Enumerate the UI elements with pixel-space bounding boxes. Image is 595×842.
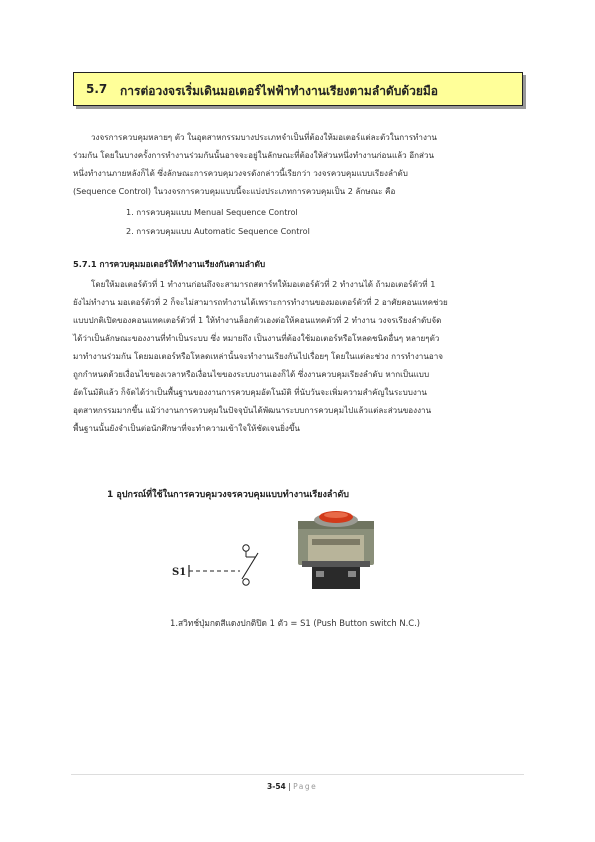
list-item: 1. การควบคุมแบบ Menual Sequence Control [126,207,298,217]
intro-line: (Sequence Control) ในวงจรการควบคุมแบบนี้จะแบ่งประเภทการควบคุมเป็น 2 ลักษณะ คือ [73,186,396,196]
push-button-photo [292,505,382,593]
body-line: ถูกกำหนดด้วยเงื่อนไขของเวลาหรือเงื่อนไขของระบบงานเองก็ได้ ซึ่งงานควบคุมเรียงลำดับ หากเป็นแบบ [73,369,430,379]
intro-line: วงจรการควบคุมหลายๆ ตัว ในอุตสาหกรรมบางประเภทจำเป็นที่ต้องให้มอเตอร์แต่ละตัวในการทำงาน [91,132,437,142]
body-line: อัตโนมัติแล้ว ก็จัดได้ว่าเป็นพื้นฐานของงานการควบคุมอัตโนมัติ ที่นับวันจะเพิ่มความสำคัญในระบบงาน [73,387,427,397]
page-word: Page [293,782,318,791]
body-line: ได้ว่าเป็นลักษณะของงานที่ทำเป็นระบบ ซึ่ง หมายถึง เป็นงานที่ต้องใช้มอเตอร์หรือโหลดชนิดอื่นๆ หลายๆตัว [73,333,440,343]
footer-separator: | [288,782,291,791]
body-line: อุตสาหกรรมมากขึ้น แม้ว่างานการควบคุมในปัจจุบันได้พัฒนาระบบการควบคุมไปแล้วแต่ละส่วนของงาน [73,405,432,415]
equipment-heading: 1 อุปกรณ์ที่ใช้ในการควบคุมวงจรควบคุมแบบทำงานเรียงลำดับ [107,490,350,500]
symbol-label: S1 [172,567,187,578]
footer-divider [71,774,524,775]
subsection-heading: 5.7.1 การควบคุมมอเตอร์ให้ทำงานเรียงกันตามลำดับ [73,259,266,269]
intro-line: หนึ่งทำงานภายหลังก็ได้ ซึ่งลักษณะการควบคุมวงจรดังกล่าวนี้เรียกว่า วงจรควบคุมแบบเรียงลำดับ [73,168,408,178]
section-title-box [73,72,523,106]
list-item: 2. การควบคุมแบบ Automatic Sequence Control [126,226,310,236]
section-title: การต่อวงจรเริ่มเดินมอเตอร์ไฟฟ้าทำงานเรียงตามลำดับด้วยมือ [120,84,439,98]
body-line: พื้นฐานนั้นยังจำเป็นต่อนักศึกษาที่จะทำความเข้าใจให้ชัดเจนยิ่งขึ้น [73,423,300,433]
page-number: 3-54 [267,782,286,791]
page-footer [267,782,317,791]
figure-caption: 1.สวิทช์ปุ่มกดสีแดงปกติปิด 1 ตัว = S1 (Push Button switch N.C.) [170,618,421,628]
intro-line: ร่วมกัน โดยในบางครั้งการทำงานร่วมกันนั้นอาจจะอยู่ในลักษณะที่ต้องให้ส่วนหนึ่งทำงานก่อนแล้ว อีกส่วน [73,150,435,160]
body-line: โดยให้มอเตอร์ตัวที่ 1 ทำงานก่อนถึงจะสามารถสตาร์ทให้มอเตอร์ตัวที่ 2 ทำงานได้ ถ้ามอเตอร์ตัวที่ 1 [91,279,436,289]
body-line: แบบปกติเปิดของคอนแทคเตอร์ตัวที่ 1 ให้ทำงานล็อกตัวเองต่อให้คอนแทคตัวที่ 2 ทำงาน วงจรเรียงลำดับจัด [73,315,442,325]
body-line: มาทำงานร่วมกัน โดยมอเตอร์หรือโหลดเหล่านั้นจะทำงานเรียงกันไปเรื่อยๆ โดยในแต่ละช่วง การทำงานอาจ [73,351,444,361]
push-button-nc-symbol [170,535,270,595]
body-line: ยังไม่ทำงาน มอเตอร์ตัวที่ 2 ก็จะไม่สามารถทำงานได้เพราะการทำงานของมอเตอร์ตัวที่ 2 อาศัยคอนแทคช่วย [73,297,448,307]
section-number: 5.7 [86,82,108,96]
